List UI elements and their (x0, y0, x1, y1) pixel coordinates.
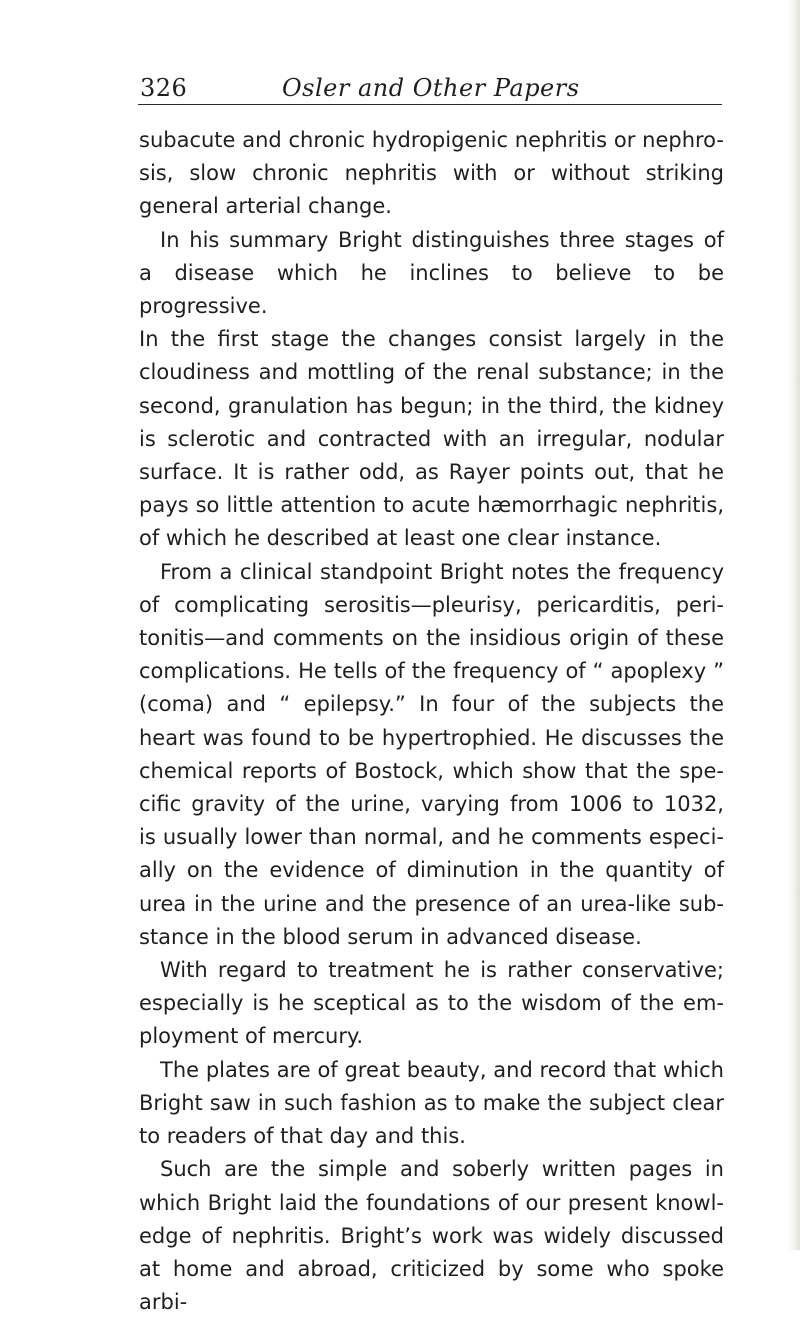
text-line: tonitis—and comments on the insidious origin of these (139, 626, 724, 651)
text-line: cific gravity of the urine, varying from 1006 to 1032, (139, 792, 724, 817)
text-line: In his summary Bright distinguishes three stages of (160, 227, 724, 252)
text-line: at home and abroad, criticized by some who spoke arbi- (139, 1256, 724, 1315)
text-line: subacute and chronic hydropigenic nephritis or nephro- (139, 128, 724, 152)
text-line: especially is he sceptical as to the wisdom of the em- (139, 991, 724, 1016)
text-line: to readers of that day and this. (139, 1124, 466, 1149)
page-number: 326 (140, 74, 188, 102)
text-line: complications. He tells of the frequency of “ apoplexy ” (139, 659, 724, 684)
text-line: is sclerotic and contracted with an irregular, nodular (139, 426, 724, 451)
text-line: ployment of mercury. (139, 1024, 364, 1049)
text-line: edge of nephritis. Bright’s work was widely discussed (139, 1223, 724, 1248)
text-line: cloudiness and mottling of the renal substance; in the (139, 360, 724, 385)
text-line: The plates are of great beauty, and record that which (160, 1057, 724, 1082)
text-line: (coma) and “ epilepsy.” In four of the subjects the (139, 692, 724, 717)
text-line: second, granulation has begun; in the third, the kidney (139, 393, 724, 418)
paragraph (139, 954, 724, 1054)
text-line: a disease which he inclines to believe to be progressive. (139, 260, 724, 319)
paragraph (139, 1054, 724, 1154)
text-line: stance in the blood serum in advanced disease. (139, 924, 642, 949)
text-line: chemical reports of Bostock, which show that the spe- (139, 758, 724, 783)
paragraph (139, 1153, 724, 1319)
body-text (139, 124, 724, 1319)
paragraph (139, 556, 724, 954)
text-line: of which he described at least one clear instance. (139, 526, 662, 551)
text-line: heart was found to be hypertrophied. He discusses the (139, 725, 724, 750)
page-edge-shadow (788, 0, 800, 1250)
text-line: From a clinical standpoint Bright notes the frequency (160, 559, 724, 584)
paragraph (139, 124, 724, 224)
text-line: general arterial change. (139, 194, 392, 219)
running-header (138, 70, 722, 105)
text-line: ally on the evidence of diminution in the quantity of (139, 858, 724, 883)
text-line: which Bright laid the foundations of our present knowl- (139, 1190, 724, 1215)
text-line: surface. It is rather odd, as Rayer points out, that he (139, 460, 724, 485)
text-line: pays so little attention to acute hæmorrhagic nephritis, (139, 493, 724, 518)
running-title: Osler and Other Papers (282, 74, 580, 102)
text-line: In the first stage the changes consist largely in the (139, 327, 724, 352)
text-line: of complicating serositis—pleurisy, pericarditis, peri- (139, 592, 724, 617)
text-line: sis, slow chronic nephritis with or without striking (139, 161, 724, 186)
text-line: Bright saw in such fashion as to make the subject clear (139, 1090, 724, 1115)
text-line: is usually lower than normal, and he comments especi- (139, 825, 724, 850)
paragraph (139, 224, 724, 556)
text-line: Such are the simple and soberly written pages in (160, 1157, 724, 1182)
text-line: With regard to treatment he is rather conservative; (160, 958, 724, 983)
text-line: urea in the urine and the presence of an urea-like sub- (139, 891, 724, 916)
